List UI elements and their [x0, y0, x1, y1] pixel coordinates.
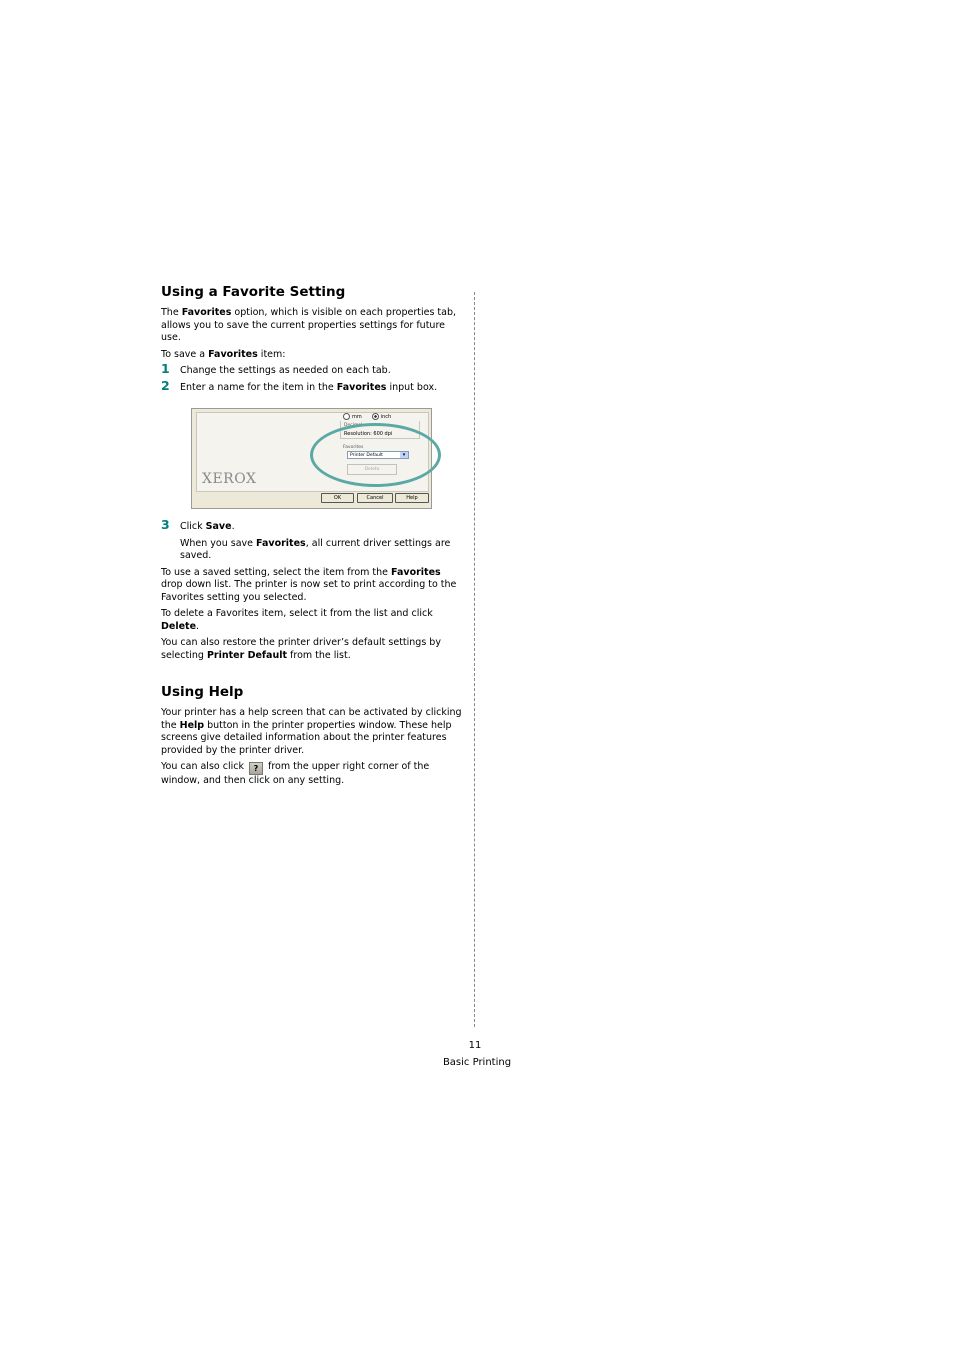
chevron-down-icon: ▾ [400, 452, 408, 458]
favorites-label: Favorites [343, 445, 364, 450]
step-number: 3 [161, 517, 170, 532]
paragraph-favorites-intro: The Favorites option, which is visible on each properties tab, allows you to save the current properties settings for future use. [161, 307, 457, 343]
chapter-footer: Basic Printing [442, 1057, 512, 1068]
step-number: 2 [161, 377, 170, 393]
paragraph-help-click: You can also click ? from the upper right corner of the window, and then click on any setting. [161, 761, 430, 786]
page-number: 11 [468, 1040, 482, 1051]
radio-icon [343, 413, 350, 420]
step-2: 2 Enter a name for the item in the Favorites input box. [161, 377, 438, 393]
radio-mm[interactable]: mm [343, 412, 362, 423]
favorites-screenshot [191, 408, 432, 509]
ok-button[interactable]: OK [321, 493, 354, 503]
radio-inch[interactable]: inch [372, 412, 391, 423]
paragraph-help-intro: Your printer has a help screen that can be activated by clicking the Help button in the printer properties window. These help screens give detailed information about the printer features provided by the printer driver. [161, 707, 462, 756]
favorites-dropdown[interactable]: Printer Default ▾ [347, 451, 409, 459]
resolution-text: Resolution: 600 dpi [344, 431, 393, 437]
column-divider [474, 292, 475, 1027]
step-3-note: When you save Favorites, all current driver settings are saved. [180, 537, 451, 561]
step-1: 1 Change the settings as needed on each tab. [161, 361, 391, 376]
radio-icon [372, 413, 379, 420]
paragraph-save-intro: To save a Favorites item: [161, 348, 286, 360]
help-question-icon: ? [249, 762, 263, 775]
highlight-circle [310, 423, 441, 487]
delete-button[interactable]: Delete [347, 464, 397, 475]
section-heading-favorites: Using a Favorite Setting [161, 284, 346, 300]
cancel-button[interactable]: Cancel [357, 493, 393, 503]
paragraph-use-saved: To use a saved setting, select the item from the Favorites drop down list. The printer is now set to print according to the Favorites setting you selected. [161, 566, 457, 603]
step-3: 3 Click Save. [161, 517, 235, 532]
help-button[interactable]: Help [395, 493, 429, 503]
content-column [161, 284, 465, 792]
step-number: 1 [161, 361, 170, 376]
paragraph-restore: You can also restore the printer driver’s default settings by selecting Printer Default from the list. [161, 637, 441, 661]
group-label: Decimal [344, 423, 363, 428]
xerox-logo: XEROX [202, 471, 257, 487]
paragraph-delete: To delete a Favorites item, select it from the list and click Delete. [161, 608, 433, 632]
section-heading-help: Using Help [161, 684, 244, 700]
